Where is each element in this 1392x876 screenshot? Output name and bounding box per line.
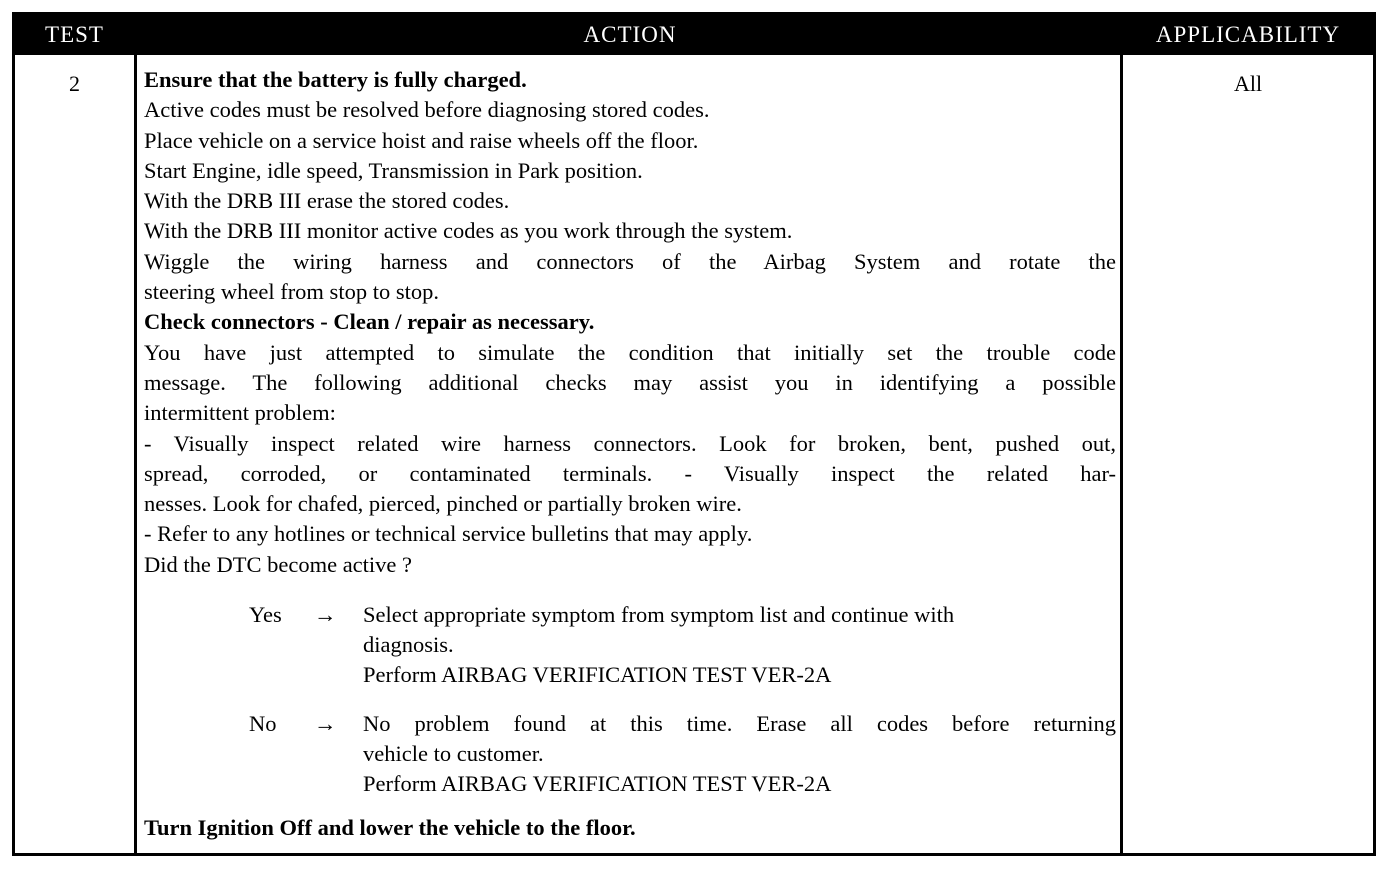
answer-label: Yes <box>249 602 282 628</box>
answer-text: Select appropriate symptom from symptom list and continue with <box>363 602 955 628</box>
answer-line <box>144 709 1116 739</box>
answer-no <box>144 709 1116 799</box>
column-divider <box>134 55 137 853</box>
action-line: Did the DTC become active ? <box>144 551 413 577</box>
diagnostic-test-table <box>12 12 1376 856</box>
action-line: With the DRB III monitor active codes as you work through the system. <box>144 218 793 244</box>
arrow-icon: → <box>314 602 337 628</box>
column-divider <box>1120 55 1123 853</box>
action-cell <box>144 65 1116 843</box>
arrow-icon: → <box>314 711 337 737</box>
applicability-value: All <box>1233 71 1263 96</box>
answer-line <box>144 630 1116 660</box>
table-header-row <box>15 15 1373 55</box>
action-line: Check connectors - Clean / repair as necessary. <box>144 309 595 335</box>
answer-line <box>144 600 1116 630</box>
action-line: Place vehicle on a service hoist and raise wheels off the floor. <box>144 127 699 153</box>
answer-options <box>144 600 1116 799</box>
action-line: With the DRB III erase the stored codes. <box>144 188 510 214</box>
answer-label: No <box>249 711 277 737</box>
header-test: TEST <box>45 22 104 47</box>
action-line: steering wheel from stop to stop. <box>144 279 439 305</box>
test-number: 2 <box>69 71 80 96</box>
action-line: - Visually inspect related wire harness connectors. Look for broken, bent, pushed out, <box>144 430 1116 456</box>
answer-text: Perform AIRBAG VERIFICATION TEST VER-2A <box>363 771 832 797</box>
answer-yes <box>144 600 1116 690</box>
action-line: intermittent problem: <box>144 400 336 426</box>
final-instruction: Turn Ignition Off and lower the vehicle to the floor. <box>144 815 636 841</box>
action-line: message. The following additional checks may assist you in identifying a possible <box>144 369 1116 395</box>
answer-line <box>144 769 1116 799</box>
action-line: spread, corroded, or contaminated terminals. - Visually inspect the related har- <box>144 460 1116 486</box>
answer-text: Perform AIRBAG VERIFICATION TEST VER-2A <box>363 662 832 688</box>
header-action: ACTION <box>583 22 677 47</box>
answer-text: No problem found at this time. Erase all codes before returning <box>363 711 1116 737</box>
action-line: Start Engine, idle speed, Transmission in Park position. <box>144 157 643 183</box>
answer-line <box>144 739 1116 769</box>
answer-text: vehicle to customer. <box>363 741 544 767</box>
action-line: - Refer to any hotlines or technical service bulletins that may apply. <box>144 521 753 547</box>
action-line: Ensure that the battery is fully charged. <box>144 67 527 92</box>
action-instructions <box>144 65 1116 580</box>
action-line: nesses. Look for chafed, pierced, pinched or partially broken wire. <box>144 491 742 517</box>
action-line: Wiggle the wiring harness and connectors of the Airbag System and rotate the <box>144 248 1116 274</box>
answer-line <box>144 660 1116 690</box>
action-line: You have just attempted to simulate the condition that initially set the trouble code <box>144 339 1116 365</box>
answer-text: diagnosis. <box>363 632 454 658</box>
header-applicability: APPLICABILITY <box>1155 22 1341 47</box>
action-line: Active codes must be resolved before diagnosing stored codes. <box>144 97 710 123</box>
